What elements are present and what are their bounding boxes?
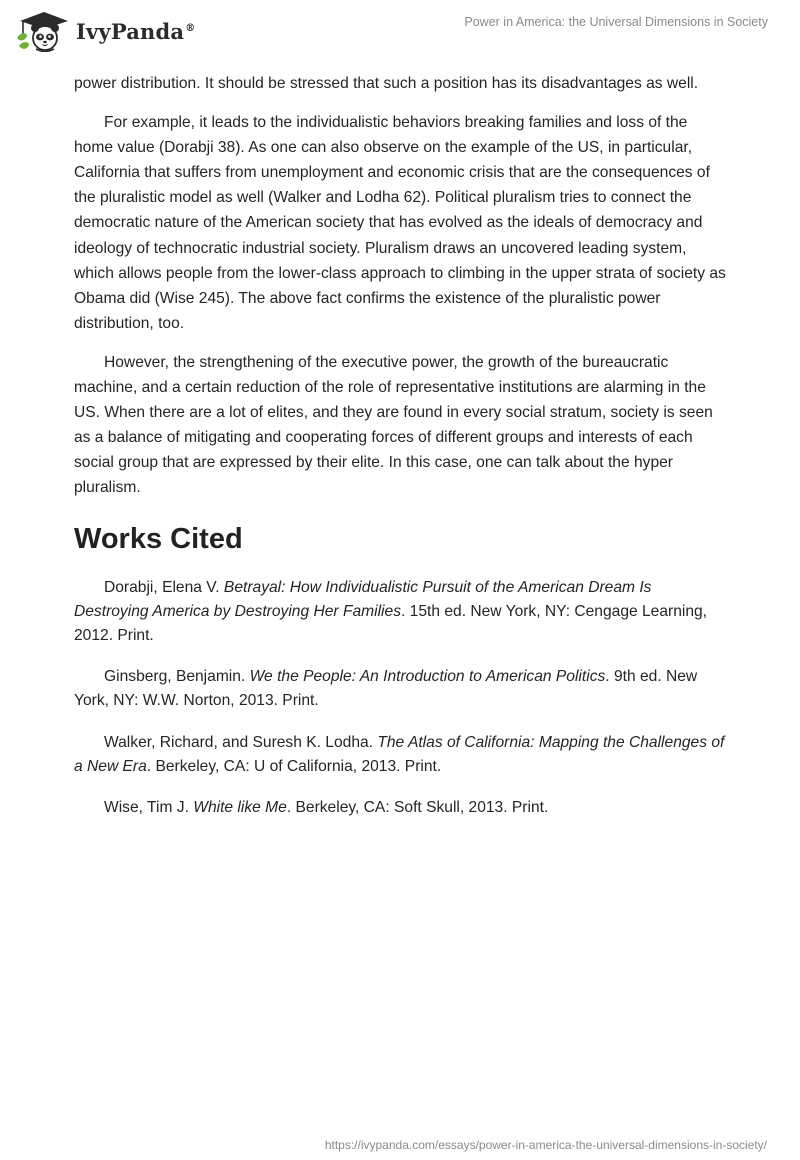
document-title: Power in America: the Universal Dimensions in Society [464,15,768,29]
ivypanda-logo[interactable] [14,8,195,52]
logo-wordmark: IvyPanda® [76,18,196,44]
panda-graduation-cap-icon [14,8,72,52]
citation-entry: Walker, Richard, and Suresh K. Lodha. The Atlas of California: Mapping the Challenges of a New Era. Berkeley, CA: U of California, 2013. Print. [74,733,725,775]
works-cited-heading: Works Cited [74,522,243,555]
body-paragraph: power distribution. It should be stressed that such a position has its disadvantages as well. [74,75,699,92]
body-paragraph: However, the strengthening of the executive power, the growth of the bureaucratic machine, and a certain reduction of the role of representative institutions are alarming in the US. When there are a lot of elites, and they are found in every social stratum, society is seen as a balance of mitigating and cooperating forces of different groups and interests of each social group that are expressed by their elite. In this case, one can talk about the hyper pluralism. [74,353,713,497]
citation-entry: Wise, Tim J. White like Me. Berkeley, CA: Soft Skull, 2013. Print. [104,798,549,816]
citation-entry: Dorabji, Elena V. Betrayal: How Individualistic Pursuit of the American Dream Is Destroying America by Destroying Her Families. 15th ed. New York, NY: Cengage Learning, 2012. Print. [74,578,708,644]
page-header [0,0,800,60]
citation-entry: Ginsberg, Benjamin. We the People: An Introduction to American Politics. 9th ed. New York, NY: W.W. Norton, 2013. Print. [74,668,698,710]
essay-content [74,71,730,837]
body-paragraph: For example, it leads to the individualistic behaviors breaking families and loss of the home value (Dorabji 38). As one can also observe on the example of the US, in particular, California that suffers from unemployment and economic crisis that are the consequences of the pluralistic model as well (Walker and Lodha 62). Political pluralism tries to connect the democratic nature of the American society that has evolved as the ideals of democracy and ideology of technocratic industrial society. Pluralism draws an uncovered leading system, which allows people from the lower-class approach to climbing in the upper strata of society as Obama did (Wise 245). The above fact confirms the existence of the pluralistic power distribution, too. [74,114,726,332]
source-url[interactable]: https://ivypanda.com/essays/power-in-america-the-universal-dimensions-in-society/ [324,1138,767,1152]
